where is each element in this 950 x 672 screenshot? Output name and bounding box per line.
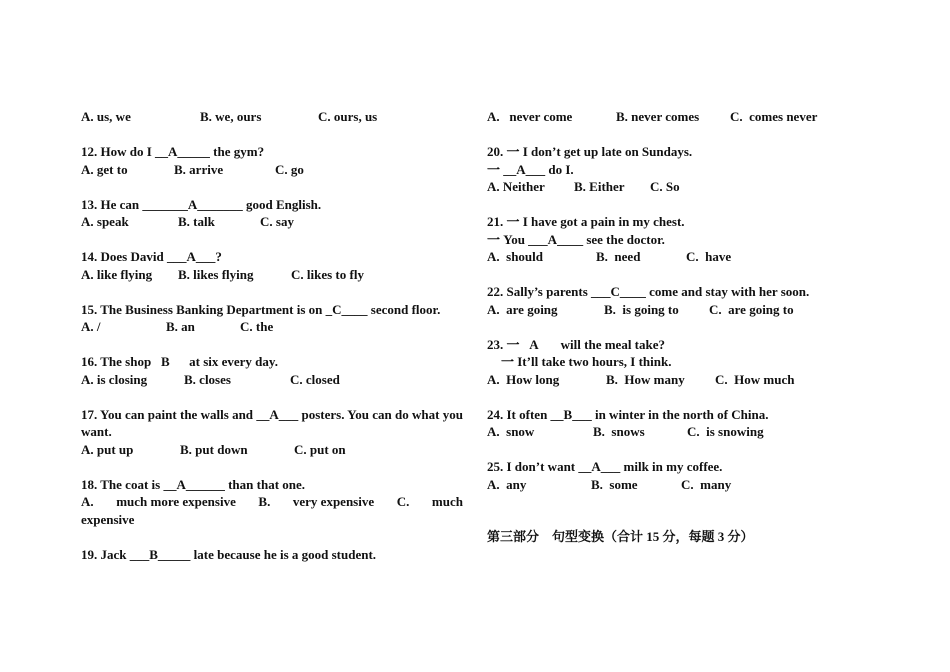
q17-option-b[interactable]: B. put down (180, 441, 248, 457)
q21-option-c[interactable]: C. have (686, 249, 732, 264)
right-column (487, 108, 832, 546)
q21-line1: 21. 一 I have got a pain in my chest. (487, 214, 685, 229)
q18-option-c-continuation[interactable]: expensive (81, 511, 135, 527)
q15-option-b[interactable]: B. an (166, 319, 195, 334)
q23-options (487, 371, 832, 389)
q18-stem: 18. The coat is __A______ than that one. (81, 476, 306, 492)
q12-option-c[interactable]: C. go (275, 161, 304, 177)
q17-option-c[interactable]: C. put on (294, 441, 346, 457)
q18-option-b-text[interactable]: very expensive (292, 494, 375, 509)
q20-line2: 一 __A___ do I. (487, 161, 574, 177)
q13-options (81, 213, 463, 231)
q19-option-b[interactable]: B. never comes (616, 109, 700, 124)
q11-options (81, 108, 463, 126)
q16-option-a[interactable]: A. is closing (81, 371, 148, 387)
q17-stem: 17. You can paint the walls and __A___ posters. You can do what you want. (81, 406, 463, 439)
q12-option-b[interactable]: B. arrive (174, 161, 224, 177)
q15-stem: 15. The Business Banking Department is on _C____ second floor. (81, 301, 441, 317)
q15-option-c[interactable]: C. the (240, 319, 274, 334)
q24-options (487, 423, 832, 441)
q11-option-a[interactable]: A. us, we (81, 109, 131, 124)
q18-option-b-label[interactable]: B. (258, 494, 271, 509)
q25-options (487, 476, 832, 494)
q17-options (81, 441, 463, 459)
q14-option-a[interactable]: A. like flying (81, 266, 153, 282)
section-heading: 第三部分 句型变换（合计 15 分，每题 3 分） (487, 529, 754, 544)
q21-option-a[interactable]: A. should (487, 249, 543, 264)
q14-option-b[interactable]: B. likes flying (178, 266, 254, 282)
q23-line1: 23. 一 A will the meal take? (487, 336, 666, 352)
q24-option-a[interactable]: A. snow (487, 424, 535, 439)
q22-options (487, 301, 832, 319)
q25-option-c[interactable]: C. many (681, 476, 732, 492)
q17-option-a[interactable]: A. put up (81, 441, 134, 457)
q11-option-b[interactable]: B. we, ours (200, 109, 262, 124)
q18-option-c-text[interactable]: much (431, 494, 463, 509)
q19-stem: 19. Jack ___B_____ late because he is a good student. (81, 546, 377, 562)
q20-option-b[interactable]: B. Either (574, 179, 625, 194)
q20-option-c[interactable]: C. So (650, 179, 680, 194)
q14-stem: 14. Does David ___A___? (81, 249, 222, 264)
q21-options (487, 248, 832, 266)
q23-option-a[interactable]: A. How long (487, 371, 560, 387)
left-column (81, 108, 463, 563)
q25-option-a[interactable]: A. any (487, 476, 527, 492)
q24-option-b[interactable]: B. snows (593, 424, 645, 439)
q13-option-c[interactable]: C. say (260, 214, 294, 229)
q12-stem: 12. How do I __A_____ the gym? (81, 144, 265, 159)
q11-option-c[interactable]: C. ours, us (318, 109, 378, 124)
q14-option-c[interactable]: C. likes to fly (291, 266, 364, 282)
q25-option-b[interactable]: B. some (591, 476, 638, 492)
q25-stem: 25. I don’t want __A___ milk in my coffee. (487, 459, 723, 474)
q22-option-a[interactable]: A. are going (487, 301, 558, 317)
q22-option-b[interactable]: B. is going to (604, 301, 679, 317)
q19-option-a[interactable]: A. never come (487, 109, 573, 124)
q12-option-a[interactable]: A. get to (81, 161, 128, 177)
q16-option-b[interactable]: B. closes (184, 371, 231, 387)
q21-option-b[interactable]: B. need (596, 249, 641, 264)
q20-options (487, 178, 832, 196)
q20-line1: 20. 一 I don’t get up late on Sundays. (487, 144, 693, 159)
q13-stem: 13. He can _______A_______ good English. (81, 196, 322, 212)
q20-option-a[interactable]: A. Neither (487, 179, 545, 194)
q22-stem: 22. Sally’s parents ___C____ come and stay with her soon. (487, 284, 810, 299)
q16-stem: 16. The shop B at six every day. (81, 354, 278, 369)
q22-option-c[interactable]: C. are going to (709, 301, 794, 317)
q21-line2: 一 You ___A____ see the doctor. (487, 231, 665, 247)
q15-options (81, 318, 463, 336)
q18-option-a-text[interactable]: much more expensive (116, 494, 236, 509)
q16-options (81, 371, 463, 389)
q24-stem: 24. It often __B___ in winter in the north of China. (487, 406, 769, 422)
q13-option-a[interactable]: A. speak (81, 214, 129, 229)
q14-options (81, 266, 463, 284)
q19-options (487, 108, 832, 126)
q16-option-c[interactable]: C. closed (290, 371, 340, 387)
q23-option-c[interactable]: C. How much (715, 371, 795, 387)
q13-option-b[interactable]: B. talk (178, 214, 215, 229)
q18-option-a-label[interactable]: A. (81, 494, 94, 509)
q18-option-c-label[interactable]: C. (396, 494, 410, 509)
q23-option-b[interactable]: B. How many (606, 371, 685, 387)
q18-options (81, 493, 463, 511)
q23-line2: 一 It’ll take two hours, I think. (501, 354, 672, 369)
q12-options (81, 161, 463, 179)
q24-option-c[interactable]: C. is snowing (687, 424, 764, 439)
q19-option-c[interactable]: C. comes never (730, 109, 818, 124)
q15-option-a[interactable]: A. / (81, 319, 101, 334)
